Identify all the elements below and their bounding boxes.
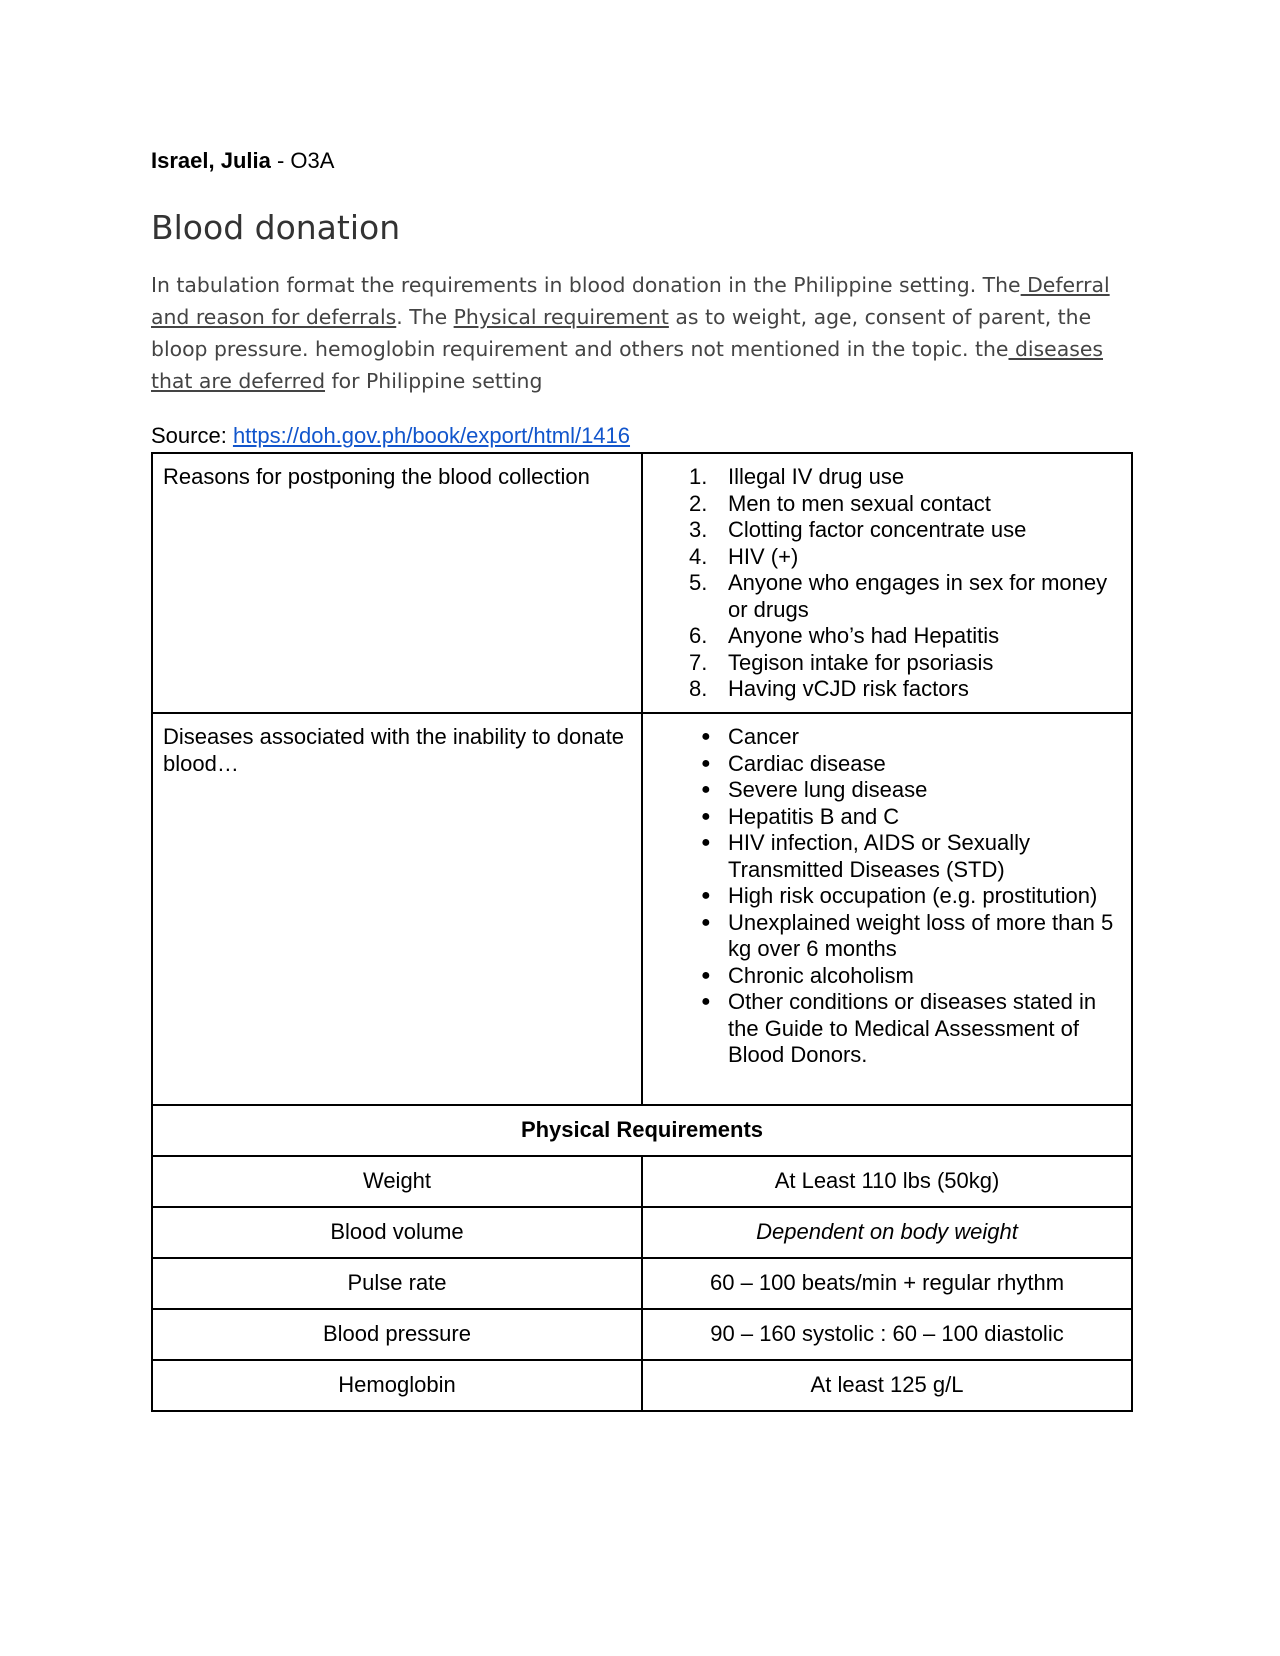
author-separator: - xyxy=(270,148,291,173)
list-number: 1. xyxy=(689,464,708,489)
list-item xyxy=(653,963,1121,990)
list-text: Anyone who engages in sex for money or drugs xyxy=(728,570,1108,622)
list-item xyxy=(653,650,1121,677)
list-text: High risk occupation (e.g. prostitution) xyxy=(728,883,1098,908)
list-item xyxy=(653,830,1121,883)
requirement-value: 90 – 160 systolic : 60 – 100 diastolic xyxy=(642,1309,1132,1360)
disease-list xyxy=(653,724,1121,1069)
disease-label-cell: Diseases associated with the inability to donate blood… xyxy=(152,713,642,1105)
list-text: Illegal IV drug use xyxy=(728,464,905,489)
list-number: 5. xyxy=(689,570,708,595)
deferral-list-cell xyxy=(642,453,1132,713)
list-item xyxy=(653,804,1121,831)
list-item xyxy=(653,517,1121,544)
author-line xyxy=(151,147,334,175)
list-number: 6. xyxy=(689,623,708,648)
list-number: 3. xyxy=(689,517,708,542)
requirements-table xyxy=(151,452,1133,1412)
intro-paragraph xyxy=(151,269,1131,397)
bullet-icon: ● xyxy=(701,993,711,1010)
list-number: 7. xyxy=(689,649,708,675)
list-item xyxy=(653,544,1121,571)
intro-underline-diseases: diseases that are deferred xyxy=(151,337,1104,393)
requirement-value: At Least 110 lbs (50kg) xyxy=(642,1156,1132,1207)
bullet-icon: ● xyxy=(701,913,711,931)
list-item xyxy=(653,491,1121,518)
table-row xyxy=(152,1258,1132,1309)
list-item xyxy=(653,570,1121,623)
source-line xyxy=(151,422,630,450)
list-number: 4. xyxy=(689,543,708,569)
bullet-icon: ● xyxy=(701,781,711,798)
list-text: Cardiac disease xyxy=(728,750,886,776)
requirement-name: Pulse rate xyxy=(152,1258,642,1309)
list-item xyxy=(653,989,1121,1069)
list-text: Unexplained weight loss of more than 5 kg over 6 months xyxy=(728,909,1114,961)
bullet-icon: ● xyxy=(701,887,711,904)
list-item xyxy=(653,464,1121,491)
bullet-icon: ● xyxy=(701,966,711,984)
table-row xyxy=(152,1207,1132,1258)
deferral-label-cell: Reasons for postponing the blood collection xyxy=(152,453,642,713)
list-text: Chronic alcoholism xyxy=(728,962,914,988)
disease-list-cell xyxy=(642,713,1132,1105)
table-row xyxy=(152,1105,1132,1156)
intro-text: . The xyxy=(396,305,454,329)
requirement-name: Blood pressure xyxy=(152,1309,642,1360)
deferral-list xyxy=(653,464,1121,703)
bullet-icon: ● xyxy=(701,728,711,745)
table-row xyxy=(152,453,1132,713)
list-number: 2. xyxy=(689,490,708,516)
source-label: Source: xyxy=(151,423,233,448)
author-name: Israel, Julia xyxy=(151,148,271,173)
list-item xyxy=(653,724,1121,751)
table-row xyxy=(152,1156,1132,1207)
list-number: 8. xyxy=(689,676,708,701)
list-text: Having vCJD risk factors xyxy=(728,676,969,701)
list-item xyxy=(653,751,1121,778)
list-text: Anyone who’s had Hepatitis xyxy=(728,623,1000,648)
requirement-value: Dependent on body weight xyxy=(642,1207,1132,1258)
physical-requirements-heading: Physical Requirements xyxy=(152,1105,1132,1156)
bullet-icon: ● xyxy=(701,754,711,772)
intro-text: In tabulation format the requirements in blood donation in the Philippine setting. The xyxy=(151,273,1021,297)
bullet-icon: ● xyxy=(701,834,711,851)
intro-text: for Philippine setting xyxy=(325,369,543,393)
requirement-name: Hemoglobin xyxy=(152,1360,642,1411)
requirement-name: Blood volume xyxy=(152,1207,642,1258)
intro-underline-deferral: Deferral and reason for deferrals xyxy=(151,273,1110,329)
requirement-value: 60 – 100 beats/min + regular rhythm xyxy=(642,1258,1132,1309)
section-code: O3A xyxy=(290,148,335,173)
source-link[interactable]: https://doh.gov.ph/book/export/html/1416 xyxy=(232,423,631,448)
list-item xyxy=(653,910,1121,963)
table-row xyxy=(152,1309,1132,1360)
intro-underline-physical: Physical requirement xyxy=(453,305,669,329)
requirement-value: At least 125 g/L xyxy=(642,1360,1132,1411)
requirement-name: Weight xyxy=(152,1156,642,1207)
list-text: Other conditions or diseases stated in the Guide to Medical Assessment of Blood Donors. xyxy=(728,989,1097,1067)
list-text: HIV (+) xyxy=(728,543,799,569)
list-text: HIV infection, AIDS or Sexually Transmitted Diseases (STD) xyxy=(728,830,1031,882)
list-text: Severe lung disease xyxy=(728,777,928,802)
list-text: Cancer xyxy=(728,724,799,749)
list-item xyxy=(653,623,1121,650)
list-item xyxy=(653,777,1121,804)
list-text: Hepatitis B and C xyxy=(728,803,900,829)
list-text: Tegison intake for psoriasis xyxy=(728,649,994,675)
page-title: Blood donation xyxy=(151,208,401,247)
list-item xyxy=(653,883,1121,910)
table-row xyxy=(152,1360,1132,1411)
table-row xyxy=(152,713,1132,1105)
list-text: Men to men sexual contact xyxy=(728,490,991,516)
list-text: Clotting factor concentrate use xyxy=(728,517,1027,542)
bullet-icon: ● xyxy=(701,807,711,825)
intro-text: as to weight, age, consent of parent, the bloop pressure. hemoglobin requirement and others not mentioned in the topic. the xyxy=(151,305,1092,361)
list-item xyxy=(653,676,1121,703)
